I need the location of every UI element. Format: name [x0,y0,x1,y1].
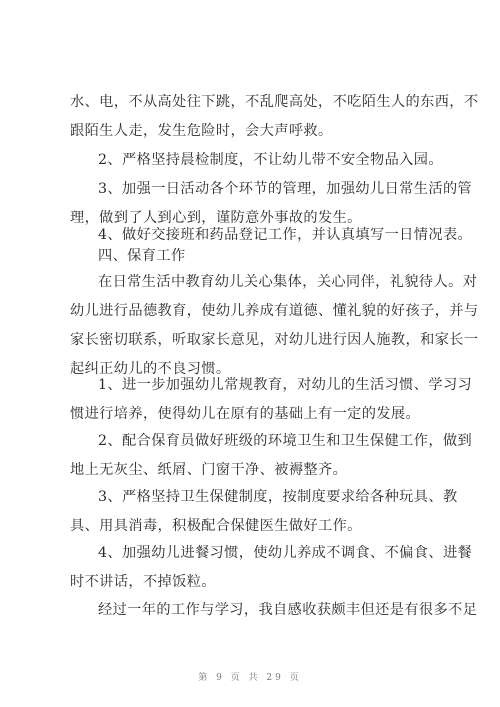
text-line: 2、配合保育员做好班级的环境卫生和卫生保健工作，做到 [98,433,473,449]
text-line: 经过一年的工作与学习，我自感收获颇丰但还是有很多不足 [98,602,478,618]
text-line: 四、保育工作 [98,248,186,264]
text-line: 4、加强幼儿进餐习惯，使幼儿养成不调食、不偏食、进餐 [98,545,473,561]
text-line: 水、电，不从高处往下跳，不乱爬高处，不吃陌生人的东西，不 [70,94,479,110]
text-line: 4、做好交接班和药品登记工作，并认真填写一日情况表。 [98,227,473,243]
paragraph-8 [70,427,473,485]
paragraph-2 [70,146,442,175]
text-line: 惯进行培养，使得幼儿在原有的基础上有一定的发展。 [70,406,421,422]
paragraph-10 [70,539,473,597]
text-line: 在日常生活中教育幼儿关心集体，关心同伴，礼貌待人。对 [98,274,478,290]
paragraph-9 [70,483,458,541]
text-line: 家长密切联系，听取家长意见，对幼儿进行因人施教，和家长一 [70,332,479,348]
text-line: 时不讲话，不掉饭粒。 [70,574,216,590]
text-line: 跟陌生人走，发生危险时，会大声呼救。 [70,123,333,139]
text-line: 理，做到了人到心到，谨防意外事故的发生。 [70,210,362,226]
paragraph-11 [70,596,478,625]
text-line: 起纠正幼儿的不良习惯。 [70,361,231,377]
text-line: 地上无灰尘、纸屑、门窗干净、被褥整齐。 [70,462,348,478]
text-line: 2、严格坚持晨检制度，不让幼儿带不安全物品入园。 [98,152,443,168]
text-line: 3、加强一日活动各个环节的管理，加强幼儿日常生活的管 [98,181,473,197]
text-line: 1、进一步加强幼儿常规教育，对幼儿的生活习惯、学习习 [98,377,473,393]
paragraph-7 [70,371,473,429]
paragraph-6 [70,268,479,384]
text-line: 3、严格坚持卫生保健制度，按制度要求给各种玩具、教 [98,489,458,505]
paragraph-1 [70,88,479,146]
page-number-footer: 第 9 页 共 29 页 [198,673,302,683]
text-line: 幼儿进行品德教育，使幼儿养成有道德、懂礼貌的好孩子，并与 [70,303,479,319]
text-line: 具、用具消毒，积极配合保健医生做好工作。 [70,518,362,534]
section-heading [70,242,442,271]
